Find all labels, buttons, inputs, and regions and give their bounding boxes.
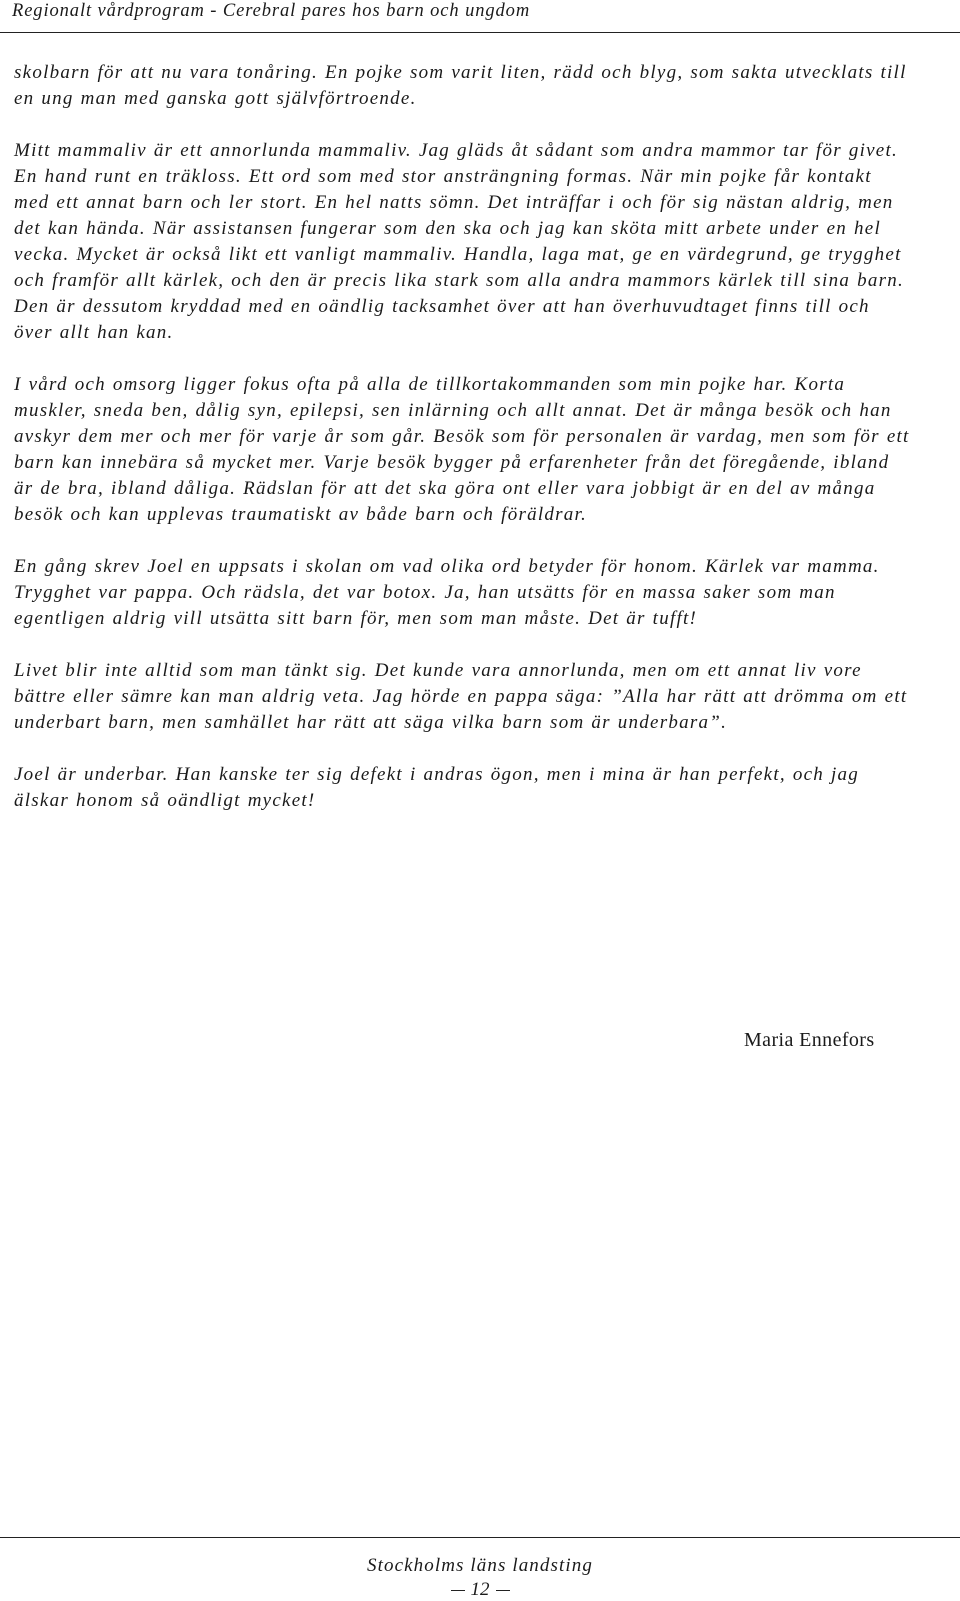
page-number-dash-left — [451, 1590, 465, 1591]
page-number-line — [0, 1579, 960, 1601]
paragraph: I vård och omsorg ligger fokus ofta på alla de tillkortakommanden som min pojke har. Korta muskler, sneda ben, dålig syn, epilepsi, sen inlärning och allt annat. Det är många besök och han avskyr dem mer och mer för varje år som går. Besök som för personalen är vardag, men som för ett barn kan innebära så mycket mer. Varje besök bygger på erfarenheter från det föregående, ibland är de bra, ibland dåliga. Rädslan för att det ska göra ont eller vara jobbigt är en del av många besök och kan upplevas traumatiskt av både barn och föräldrar. — [14, 374, 910, 525]
page-number: 12 — [470, 1579, 490, 1600]
paragraph: skolbarn för att nu vara tonåring. En pojke som varit liten, rädd och blyg, som sakta utvecklats till en ung man med ganska gott självförtroende. — [14, 62, 907, 109]
page-number-dash-right — [496, 1590, 510, 1591]
paragraph: En gång skrev Joel en uppsats i skolan om vad olika ord betyder för honom. Kärlek var mamma. Trygghet var pappa. Och rädsla, det var botox. Ja, han utsätts för en massa saker som man egentligen aldrig vill utsätta sitt barn för, men som man måste. Det är tufft! — [14, 556, 880, 629]
paragraph: Mitt mammaliv är ett annorlunda mammaliv. Jag gläds åt sådant som andra mammor tar för givet. En hand runt en träkloss. Ett ord som med stor ansträngning formas. När min pojke får kontakt med ett annat barn och ler stort. En hel natts sömn. Det inträffar i och för sig nästan aldrig, men det kan hända. När assistansen fungerar som den ska och jag kan sköta mitt arbete under en hel vecka. Mycket är också likt ett vanligt mammaliv. Handla, laga mat, ge en värdegrund, ge trygghet och framför allt kärlek, och den är precis lika stark som alla andra mammors kärlek till sina barn. Den är dessutom kryddad med en oändlig tacksamhet över att han överhuvudtaget finns till och över allt han kan. — [14, 140, 904, 343]
header-divider — [0, 32, 960, 33]
article-body — [14, 60, 914, 840]
author-signature: Maria Ennefors — [744, 1029, 875, 1051]
footer-divider — [0, 1537, 960, 1538]
paragraph: Livet blir inte alltid som man tänkt sig. Det kunde vara annorlunda, men om ett annat liv vore bättre eller sämre kan man aldrig veta. Jag hörde en pappa säga: ”Alla har rätt att drömma om ett underbart barn, men samhället har rätt att säga vilka barn som är underbara”. — [14, 660, 908, 733]
footer-organization: Stockholms läns landsting — [367, 1555, 593, 1576]
paragraph: Joel är underbar. Han kanske ter sig defekt i andras ögon, men i mina är han perfekt, och jag älskar honom så oändligt mycket! — [14, 764, 860, 811]
running-header-title: Regionalt vårdprogram - Cerebral pares hos barn och ungdom — [12, 1, 531, 21]
